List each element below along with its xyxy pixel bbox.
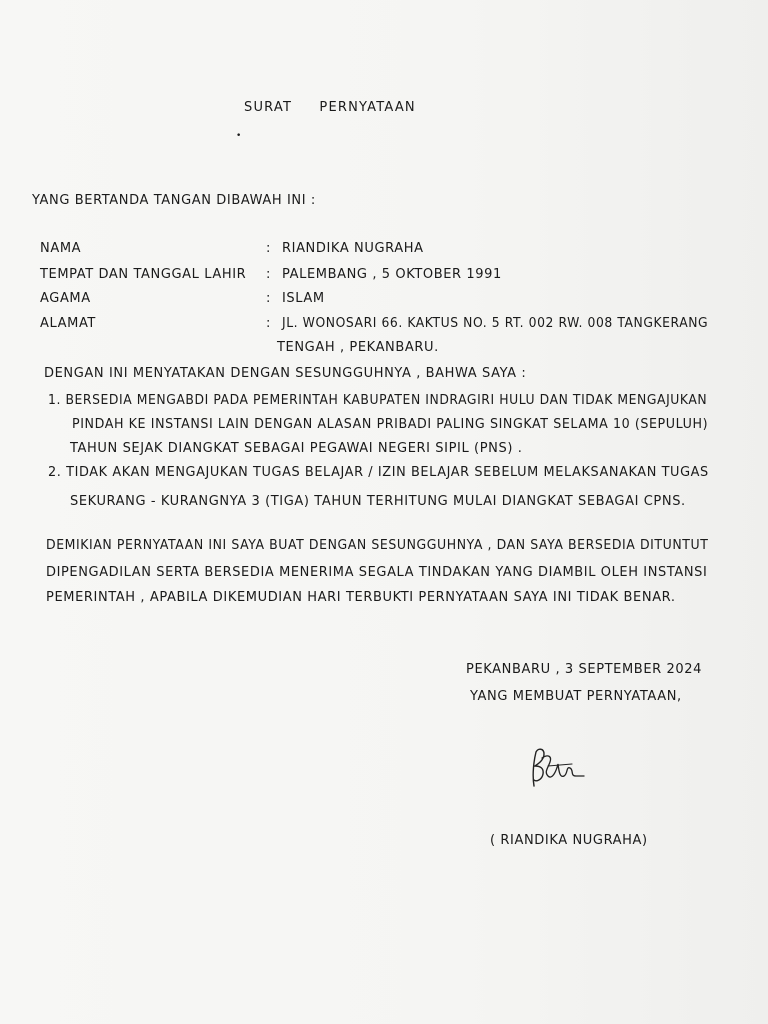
signer-name: ( RIANDIKA NUGRAHA) bbox=[490, 833, 648, 848]
declaration-item-1-line: TAHUN SEJAK DIANGKAT SEBAGAI PEGAWAI NEGERI SIPIL (PNS) . bbox=[70, 441, 523, 456]
field-value-birth: PALEMBANG , 5 OKTOBER 1991 bbox=[282, 267, 502, 282]
field-colon: : bbox=[266, 267, 271, 282]
field-colon: : bbox=[266, 316, 271, 331]
ink-dot: • bbox=[236, 131, 242, 141]
closing-line: PEMERINTAH , APABILA DIKEMUDIAN HARI TERBUKTI PERNYATAAN SAYA INI TIDAK BENAR. bbox=[46, 590, 676, 605]
declaration-item-1-line: 1. BERSEDIA MENGABDI PADA PEMERINTAH KABUPATEN INDRAGIRI HULU DAN TIDAK MENGAJUKAN bbox=[48, 393, 708, 408]
handwritten-signature bbox=[526, 746, 586, 792]
field-value-address-line2: TENGAH , PEKANBARU. bbox=[277, 340, 439, 355]
declaration-item-2-line: SEKURANG - KURANGNYA 3 (TIGA) TAHUN TERHITUNG MULAI DIANGKAT SEBAGAI CPNS. bbox=[70, 494, 686, 509]
closing-line: DIPENGADILAN SERTA BERSEDIA MENERIMA SEGALA TINDAKAN YANG DIAMBIL OLEH INSTANSI bbox=[46, 565, 708, 580]
intro-line: YANG BERTANDA TANGAN DIBAWAH INI : bbox=[32, 193, 316, 208]
field-label-name: NAMA bbox=[40, 241, 82, 256]
closing-line: DEMIKIAN PERNYATAAN INI SAYA BUAT DENGAN SESUNGGUHNYA , DAN SAYA BERSEDIA DITUNTUT bbox=[46, 538, 709, 553]
field-colon: : bbox=[266, 241, 271, 256]
declaration-item-1-line: PINDAH KE INSTANSI LAIN DENGAN ALASAN PRIBADI PALING SINGKAT SELAMA 10 (SEPULUH) bbox=[72, 417, 709, 432]
place-date: PEKANBARU , 3 SEPTEMBER 2024 bbox=[466, 662, 702, 677]
field-value-religion: ISLAM bbox=[282, 291, 325, 306]
declaration-item-2-line: 2. TIDAK AKAN MENGAJUKAN TUGAS BELAJAR / IZIN BELAJAR SEBELUM MELAKSANAKAN TUGAS bbox=[48, 465, 709, 480]
field-colon: : bbox=[266, 291, 271, 306]
field-value-address: JL. WONOSARI 66. KAKTUS NO. 5 RT. 002 RW. 008 TANGKERANG bbox=[282, 316, 709, 331]
field-label-birth: TEMPAT DAN TANGGAL LAHIR bbox=[40, 267, 247, 282]
field-value-name: RIANDIKA NUGRAHA bbox=[282, 241, 424, 256]
declaration-intro: DENGAN INI MENYATAKAN DENGAN SESUNGGUHNYA , BAHWA SAYA : bbox=[44, 366, 527, 381]
maker-label: YANG MEMBUAT PERNYATAAN, bbox=[470, 689, 682, 704]
document-title: SURAT PERNYATAAN bbox=[244, 100, 416, 115]
field-label-religion: AGAMA bbox=[40, 291, 91, 306]
field-label-address: ALAMAT bbox=[40, 316, 96, 331]
